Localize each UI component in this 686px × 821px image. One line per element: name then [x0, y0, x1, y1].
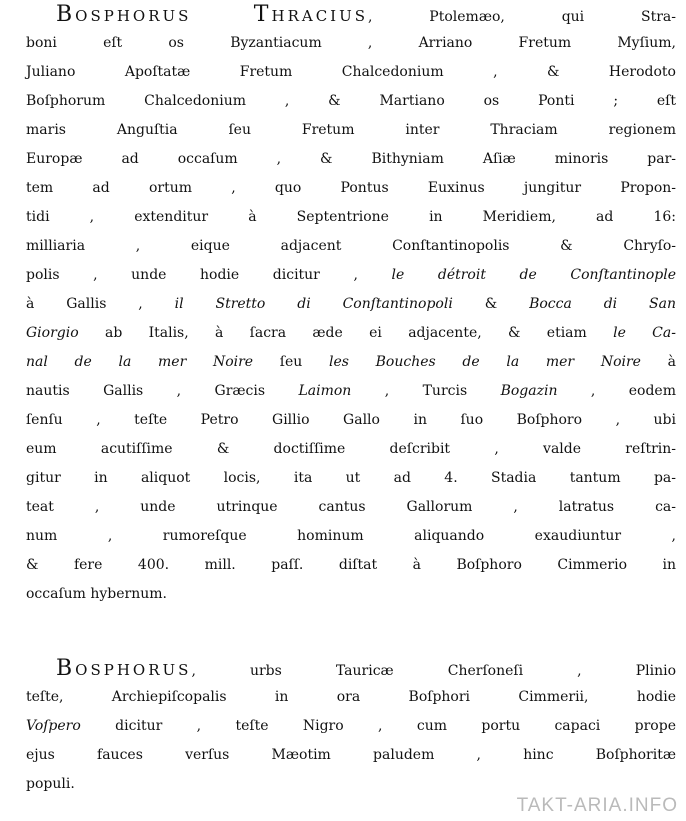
text-line: [0, 551, 686, 580]
text-line: [0, 435, 686, 464]
text-segment: ejus fauces verſus Mæotim paludem , hinc Boſphoritæ: [26, 747, 676, 763]
text-segment: ſeu: [253, 354, 329, 370]
text-line: [0, 261, 686, 290]
text-line: [0, 29, 686, 58]
italic-phrase: il Stretto di Conſtantinopoli: [174, 296, 453, 312]
text-segment: boni eſt os Byzantiacum , Arriano Fretum Myſium,: [26, 35, 676, 51]
text-line: [0, 464, 686, 493]
text-line: [0, 522, 686, 551]
text-segment: & fere 400. mill. paſſ. diſtat à Boſphoro Cimmerio in: [26, 557, 676, 573]
text-line: [0, 741, 686, 770]
text-line: [0, 377, 686, 406]
text-segment: maris Anguſtia ſeu Fretum inter Thraciam regionem: [26, 122, 676, 138]
text-line: [0, 0, 686, 29]
italic-phrase: Giorgio: [26, 325, 79, 341]
text-segment: tem ad ortum , quo Pontus Euxinus jungitur Propon-: [26, 180, 676, 196]
text-line: [0, 174, 686, 203]
italic-phrase: Voſpero: [26, 718, 81, 734]
text-line: [0, 406, 686, 435]
italic-phrase: le Ca-: [613, 325, 676, 341]
text-segment: nautis Gallis , Græcis: [26, 383, 299, 399]
text-segment: Europæ ad occaſum , & Bithyniam Aſiæ minoris par-: [26, 151, 676, 167]
text-segment: populi.: [26, 776, 75, 792]
text-line: [0, 654, 686, 683]
text-line: [0, 145, 686, 174]
text-line: [0, 116, 686, 145]
text-line: [0, 683, 686, 712]
italic-phrase: Laimon: [298, 383, 352, 399]
text-segment: , eodem: [557, 383, 676, 399]
text-segment: polis , unde hodie dicitur ,: [26, 267, 392, 283]
text-segment: teat , unde utrinque cantus Gallorum , latratus ca-: [26, 499, 676, 515]
text-segment: occaſum hybernum.: [26, 586, 168, 602]
text-segment: Juliano Apoſtatæ Fretum Chalcedonium , & Herodoto: [26, 64, 676, 80]
text-line: [0, 493, 686, 522]
text-segment: à: [640, 354, 677, 370]
text-segment: , urbs Tauricæ Cherſoneſi , Plinio: [191, 663, 676, 679]
text-segment: , Ptolemæo, qui Stra-: [368, 9, 676, 25]
text-line: [0, 232, 686, 261]
text-line: [0, 58, 686, 87]
text-segment: , Turcis: [351, 383, 501, 399]
text-segment: gitur in aliquot locis, ita ut ad 4. Stadia tantum pa-: [26, 470, 676, 486]
text-line: [0, 203, 686, 232]
text-segment: ſenſu , teſte Petro Gillio Gallo in ſuo Boſphoro , ubi: [26, 412, 676, 428]
text-segment: eum acutiſſime & doctiſſime deſcribit , valde reſtrin-: [26, 441, 676, 457]
paragraph-bosphorus-city: [0, 654, 686, 799]
entry-headword: Bosphorus Thracius: [56, 2, 369, 27]
text-line: [0, 348, 686, 377]
text-segment: tidi , extenditur à Septentrione in Meridiem, ad 16:: [26, 209, 676, 225]
italic-phrase: Bogazin: [500, 383, 558, 399]
text-line: [0, 87, 686, 116]
watermark: TAKT-ARIA.INFO: [516, 795, 678, 816]
text-segment: à Gallis ,: [26, 296, 175, 312]
italic-phrase: nal de la mer Noire: [26, 354, 254, 370]
italic-phrase: le détroit de Conſtantinople: [391, 267, 676, 283]
text-line: [0, 712, 686, 741]
text-segment: milliaria , eique adjacent Conſtantinopolis & Chryſo-: [26, 238, 676, 254]
text-line: [0, 290, 686, 319]
italic-phrase: Bocca di San: [529, 296, 677, 312]
text-segment: Boſphorum Chalcedonium , & Martiano os Ponti ; eſt: [26, 93, 676, 109]
italic-phrase: les Bouches de la mer Noire: [329, 354, 641, 370]
text-segment: teſte, Archiepiſcopalis in ora Boſphori Cimmerii, hodie: [26, 689, 676, 705]
text-line: [0, 580, 686, 609]
text-segment: &: [452, 296, 530, 312]
text-segment: num , rumoreſque hominum aliquando exaudiuntur ,: [26, 528, 676, 544]
text-line: [0, 319, 686, 348]
text-segment: dicitur , teſte Nigro , cum portu capaci prope: [80, 718, 676, 734]
text-segment: ab Italis, à ſacra æde ei adjacente, & etiam: [78, 325, 614, 341]
entry-headword: Bosphorus: [56, 656, 192, 681]
